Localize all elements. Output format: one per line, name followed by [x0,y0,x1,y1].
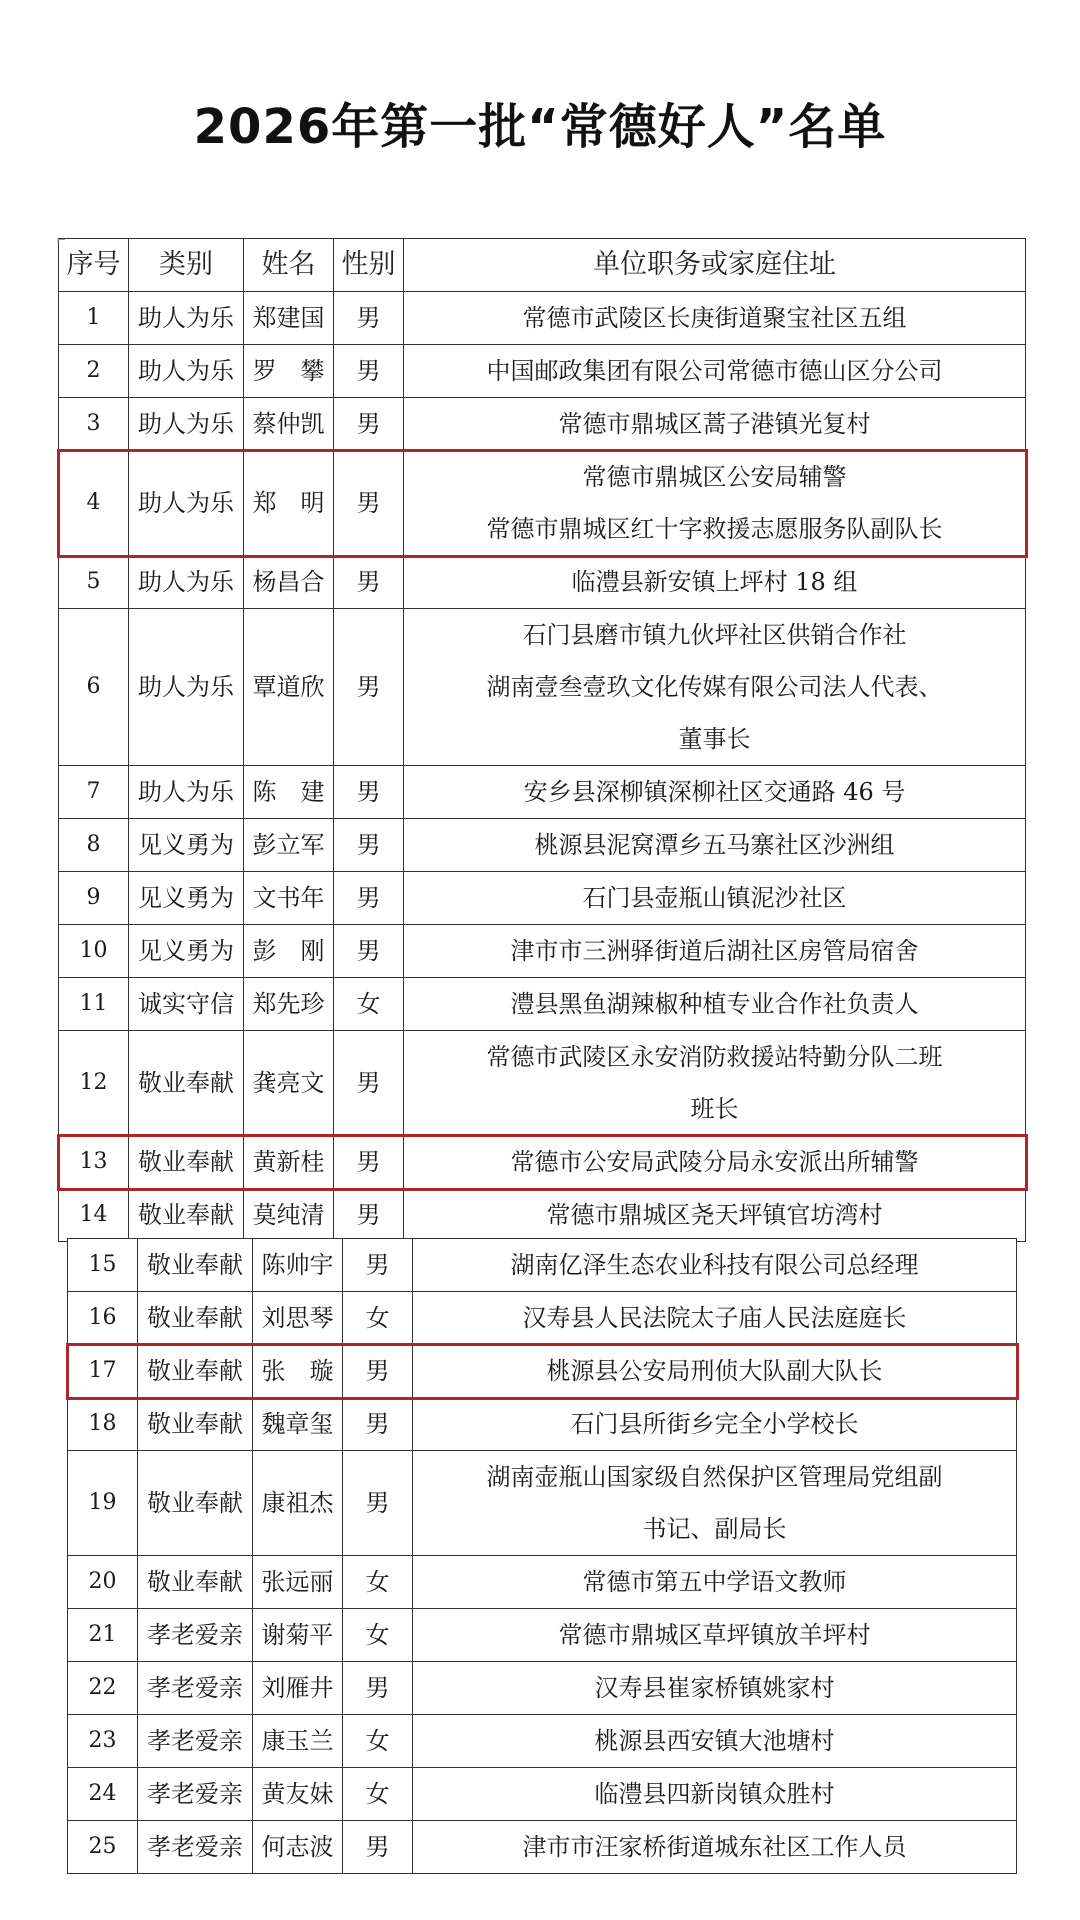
cell-no: 21 [68,1609,138,1662]
table-row [59,609,1026,766]
address-line: 临澧县新安镇上坪村 18 组 [571,568,858,596]
cell-no: 16 [68,1292,138,1345]
cell-sex: 男 [334,451,404,556]
cell-category: 敬业奉献 [138,1239,253,1292]
address-line: 临澧县四新岗镇众胜村 [594,1780,835,1808]
cell-sex: 男 [343,1821,413,1874]
cell-name: 杨昌合 [244,556,334,609]
cell-category: 敬业奉献 [138,1451,253,1556]
cell-no: 17 [68,1345,138,1398]
cell-sex: 男 [334,1031,404,1136]
address-line: 安乡县深柳镇深柳社区交通路 46 号 [523,778,906,806]
table-row [68,1662,1017,1715]
header-category: 类别 [129,239,244,292]
table-row [68,1715,1017,1768]
cell-sex: 男 [334,819,404,872]
address-line: 常德市鼎城区红十字救援志愿服务队副队长 [486,515,943,543]
page-title: 2026年第一批“常德好人”名单 [193,99,887,155]
cell-address [413,1768,1017,1821]
cell-no: 13 [59,1136,129,1189]
cell-address [404,766,1026,819]
cell-address [413,1398,1017,1451]
address-line: 常德市鼎城区草坪镇放羊坪村 [558,1621,871,1649]
cell-no: 18 [68,1398,138,1451]
cell-no: 3 [59,398,129,451]
cell-sex: 女 [343,1609,413,1662]
cell-name: 龚亮文 [244,1031,334,1136]
address-line: 常德市武陵区永安消防救援站特勤分队二班 [486,1043,943,1071]
cell-category: 孝老爱亲 [138,1715,253,1768]
cell-category: 助人为乐 [129,556,244,609]
address-line: 湖南亿泽生态农业科技有限公司总经理 [510,1251,919,1279]
cell-category: 敬业奉献 [138,1345,253,1398]
address-line: 汉寿县人民法院太子庙人民法庭庭长 [522,1304,907,1332]
address-line: 澧县黑鱼湖辣椒种植专业合作社负责人 [510,990,919,1018]
cell-category: 敬业奉献 [138,1398,253,1451]
cell-no: 5 [59,556,129,609]
cell-no: 20 [68,1556,138,1609]
cell-sex: 男 [334,345,404,398]
table-row [59,872,1026,925]
cell-name: 黄友妹 [253,1768,343,1821]
cell-no: 11 [59,978,129,1031]
cell-category: 见义勇为 [129,925,244,978]
table-row [68,1821,1017,1874]
cell-name: 罗 攀 [244,345,334,398]
cell-sex: 女 [343,1556,413,1609]
cell-no: 24 [68,1768,138,1821]
cell-sex: 男 [334,925,404,978]
address-line: 中国邮政集团有限公司常德市德山区分公司 [486,357,943,385]
cell-no: 7 [59,766,129,819]
cell-address [413,1556,1017,1609]
cell-address [413,1239,1017,1292]
cell-address [413,1715,1017,1768]
address-line: 津市市三洲驿街道后湖社区房管局宿舍 [510,937,919,965]
cell-category: 孝老爱亲 [138,1662,253,1715]
header-name: 姓名 [244,239,334,292]
address-line: 常德市鼎城区公安局辅警 [582,463,847,491]
cell-sex: 男 [343,1345,413,1398]
table-row [59,819,1026,872]
cell-name: 刘雁井 [253,1662,343,1715]
cell-name: 郑 明 [244,451,334,556]
cell-category: 敬业奉献 [129,1136,244,1189]
cell-address [404,556,1026,609]
cell-address [404,1031,1026,1136]
cell-sex: 男 [334,1136,404,1189]
cell-address [404,1136,1026,1189]
cell-name: 黄新桂 [244,1136,334,1189]
cell-name: 康祖杰 [253,1451,343,1556]
cell-category: 助人为乐 [129,451,244,556]
cell-name: 莫纯清 [244,1189,334,1242]
cell-category: 敬业奉献 [129,1031,244,1136]
cell-address [413,1345,1017,1398]
cell-sex: 男 [334,1189,404,1242]
address-line: 书记、副局长 [642,1515,787,1543]
table-row [68,1398,1017,1451]
table-row [59,766,1026,819]
address-line: 董事长 [678,725,751,753]
cell-sex: 男 [343,1662,413,1715]
cell-sex: 男 [334,872,404,925]
cell-name: 何志波 [253,1821,343,1874]
cell-no: 23 [68,1715,138,1768]
cell-address [413,1451,1017,1556]
address-line: 桃源县西安镇大池塘村 [594,1727,835,1755]
cell-address [404,978,1026,1031]
cell-sex: 男 [334,556,404,609]
cell-name: 蔡仲凯 [244,398,334,451]
cell-name: 郑建国 [244,292,334,345]
cell-name: 彭立军 [244,819,334,872]
cell-address [413,1662,1017,1715]
table-row [59,1031,1026,1136]
cell-sex: 男 [334,766,404,819]
cell-no: 8 [59,819,129,872]
cell-category: 见义勇为 [129,819,244,872]
header-address: 单位职务或家庭住址 [404,239,1026,292]
cell-sex: 男 [343,1451,413,1556]
cell-sex: 女 [343,1768,413,1821]
table-row [59,1189,1026,1242]
address-line: 湖南壹叁壹玖文化传媒有限公司法人代表、 [486,673,943,701]
cell-name: 郑先珍 [244,978,334,1031]
cell-category: 孝老爱亲 [138,1821,253,1874]
honor-list-table-part2 [67,1238,1017,1874]
table-header-row [59,239,1026,292]
table-row [68,1292,1017,1345]
cell-name: 张 璇 [253,1345,343,1398]
cell-sex: 女 [343,1715,413,1768]
table-row [59,398,1026,451]
cell-name: 文书年 [244,872,334,925]
table-row [68,1768,1017,1821]
cell-address [404,292,1026,345]
cell-category: 敬业奉献 [138,1292,253,1345]
cell-no: 6 [59,609,129,766]
address-line: 石门县磨市镇九伙坪社区供销合作社 [522,621,907,649]
cell-category: 敬业奉献 [138,1556,253,1609]
cell-name: 彭 刚 [244,925,334,978]
cell-category: 助人为乐 [129,398,244,451]
cell-no: 14 [59,1189,129,1242]
cell-name: 张远丽 [253,1556,343,1609]
table-row [59,978,1026,1031]
cell-name: 刘思琴 [253,1292,343,1345]
cell-address [413,1821,1017,1874]
cell-category: 助人为乐 [129,609,244,766]
cell-category: 敬业奉献 [129,1189,244,1242]
cell-name: 陈 建 [244,766,334,819]
address-line: 桃源县泥窝潭乡五马寨社区沙洲组 [534,831,895,859]
cell-no: 12 [59,1031,129,1136]
address-line: 常德市鼎城区蒿子港镇光复村 [558,410,871,438]
address-line: 常德市武陵区长庚街道聚宝社区五组 [522,304,907,332]
table-row [68,1451,1017,1556]
cell-category: 见义勇为 [129,872,244,925]
table-row [59,556,1026,609]
cell-category: 诚实守信 [129,978,244,1031]
table-row [59,925,1026,978]
address-line: 石门县所街乡完全小学校长 [570,1410,859,1438]
cell-sex: 男 [334,609,404,766]
cell-category: 助人为乐 [129,766,244,819]
cell-no: 9 [59,872,129,925]
cell-category: 孝老爱亲 [138,1609,253,1662]
header-sex: 性别 [334,239,404,292]
cell-name: 覃道欣 [244,609,334,766]
honor-list-table-part1 [58,238,1026,1242]
cell-address [404,398,1026,451]
table-row [59,451,1026,556]
cell-name: 陈帅宇 [253,1239,343,1292]
address-line: 桃源县公安局刑侦大队副大队长 [546,1357,883,1385]
cell-no: 2 [59,345,129,398]
table-row [59,345,1026,398]
cell-category: 助人为乐 [129,292,244,345]
cell-address [404,1189,1026,1242]
cell-no: 1 [59,292,129,345]
table-row [59,1136,1026,1189]
corner-mark: ⌐ [56,233,67,247]
cell-no: 25 [68,1821,138,1874]
address-line: 班长 [690,1095,739,1123]
cell-category: 助人为乐 [129,345,244,398]
address-line: 常德市鼎城区尧天坪镇官坊湾村 [546,1201,883,1229]
cell-address [404,925,1026,978]
cell-sex: 男 [343,1239,413,1292]
cell-no: 15 [68,1239,138,1292]
cell-address [404,819,1026,872]
cell-name: 谢菊平 [253,1609,343,1662]
cell-sex: 女 [334,978,404,1031]
table-row [59,292,1026,345]
table-row [68,1345,1017,1398]
cell-sex: 男 [343,1398,413,1451]
cell-sex: 男 [334,398,404,451]
cell-no: 10 [59,925,129,978]
cell-sex: 男 [334,292,404,345]
address-line: 湖南壶瓶山国家级自然保护区管理局党组副 [486,1463,943,1491]
cell-category: 孝老爱亲 [138,1768,253,1821]
address-line: 常德市公安局武陵分局永安派出所辅警 [510,1148,919,1176]
table-row [68,1609,1017,1662]
cell-address [413,1609,1017,1662]
address-line: 常德市第五中学语文教师 [582,1568,847,1596]
cell-address [413,1292,1017,1345]
table-row [68,1556,1017,1609]
cell-no: 4 [59,451,129,556]
cell-no: 22 [68,1662,138,1715]
cell-address [404,345,1026,398]
cell-name: 魏章玺 [253,1398,343,1451]
cell-address [404,609,1026,766]
address-line: 汉寿县崔家桥镇姚家村 [594,1674,835,1702]
cell-no: 19 [68,1451,138,1556]
address-line: 津市市汪家桥街道城东社区工作人员 [522,1833,907,1861]
cell-address [404,451,1026,556]
cell-address [404,872,1026,925]
cell-name: 康玉兰 [253,1715,343,1768]
address-line: 石门县壶瓶山镇泥沙社区 [582,884,847,912]
table-row [68,1239,1017,1292]
header-no: 序号 [59,239,129,292]
cell-sex: 女 [343,1292,413,1345]
